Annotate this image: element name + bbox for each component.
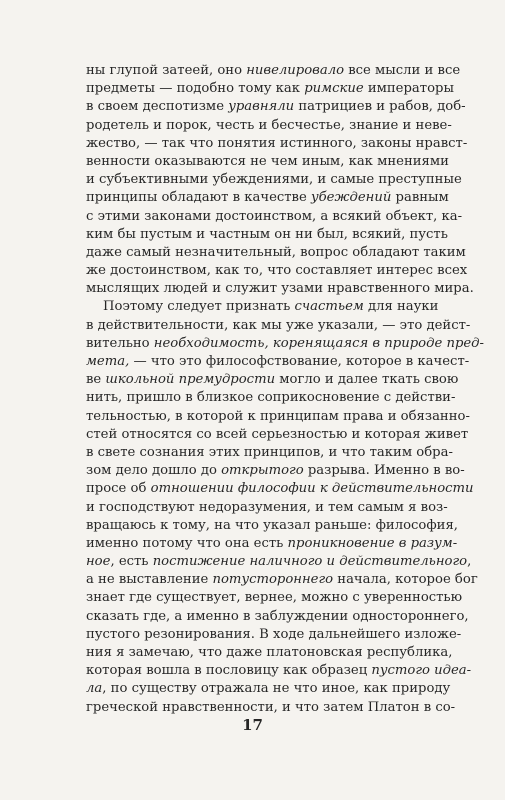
italic-text: проникновение в разум- (287, 535, 458, 551)
text-line (86, 280, 474, 298)
text-run: знает где существует, вернее, можно с уверенностью (86, 590, 463, 606)
text-run: просе об (86, 481, 151, 497)
text-line (86, 535, 458, 553)
italic-text: открытого (221, 463, 304, 479)
text-run: в свете сознания этих принципов, и что таким обра- (86, 444, 453, 460)
text-run: и субъективными убеждениями, и самые преступные (86, 172, 462, 188)
text-line (86, 644, 453, 662)
text-line (86, 208, 463, 226)
text-run: а не выставление (86, 572, 213, 588)
text-line (86, 444, 453, 462)
text-run: которая вошла в пословицу как образец (86, 663, 372, 679)
text-run: ким бы пустым и частным он ни был, всякий, пусть (86, 226, 448, 242)
text-line (86, 389, 456, 407)
italic-text: ное (86, 554, 111, 570)
italic-text: необходимость, коренящаяся в природе пред- (153, 335, 484, 351)
text-run: для науки (363, 299, 439, 315)
text-run: родетель и порок, честь и бесчестье, знание и неве- (86, 117, 452, 133)
text-line (86, 298, 439, 316)
text-run: жество, — так что понятия истинного, законы нравст- (86, 135, 468, 151)
page-number: 17 (242, 716, 263, 734)
text-run: принципы обладают в качестве (86, 190, 311, 206)
italic-text: ла (86, 681, 103, 697)
text-run: даже самый незначительный, вопрос обладают таким (86, 244, 466, 260)
text-run: предметы — подобно тому как (86, 81, 305, 97)
text-line (86, 371, 459, 389)
text-run: и господствуют недоразумения, и тем самым я воз- (86, 499, 448, 515)
text-line (86, 353, 470, 371)
italic-text: убеждений (310, 190, 392, 206)
text-run: ны глупой затеей, оно (86, 63, 247, 78)
text-run: вращаюсь к тому, на что указал раньше: философия, (86, 517, 458, 533)
text-run: — что это философствование, которое в качест- (129, 354, 470, 369)
text-run: ния я замечаю, что даже платоновская республика, (86, 645, 453, 660)
text-line (86, 153, 449, 171)
text-run: с этими законами достоинством, а всякий объект, ка- (86, 208, 463, 224)
text-line (86, 98, 466, 116)
text-line (86, 517, 458, 535)
text-line (86, 462, 465, 480)
text-run: сказать где, а именно в заблуждении одностороннего, (86, 608, 469, 624)
text-run: могло и далее ткать свою (275, 372, 459, 388)
text-line (86, 480, 474, 498)
text-line (86, 189, 449, 207)
text-line (86, 589, 463, 607)
text-run: Поэтому следует признать (103, 299, 295, 315)
text-line (86, 317, 471, 335)
italic-text: потустороннего (212, 572, 334, 588)
italic-text: счастьем (294, 299, 364, 315)
text-run: начала, которое бог (333, 572, 478, 588)
text-run: , по существу отражала не что иное, как природу (102, 681, 451, 697)
text-line (86, 553, 472, 571)
text-line (86, 699, 456, 717)
text-run: разрыва. Именно в во- (303, 463, 465, 479)
text-line (86, 680, 451, 698)
text-run: нить, пришло в близкое соприкосновение с действи- (86, 390, 456, 406)
italic-text: уравняли (228, 99, 295, 115)
text-line (86, 408, 470, 426)
body-text (86, 62, 484, 717)
italic-text: мета, (86, 354, 130, 369)
text-line (86, 62, 461, 80)
text-run: же достоинством, как то, что составляет интерес всех (86, 263, 468, 279)
text-run: в своем деспотизме (86, 99, 229, 115)
text-run: венности оказываются не чем иным, как мнениями (86, 153, 449, 169)
text-line (86, 135, 468, 153)
text-run: патрициев и рабов, доб- (294, 99, 466, 115)
text-run: , есть (110, 554, 153, 570)
text-line (86, 117, 452, 135)
text-run: все мысли и все (344, 63, 461, 78)
text-line (86, 608, 469, 626)
text-run: стей относятся со всей серьезностью и которая живет (86, 426, 469, 442)
text-line (86, 171, 462, 189)
text-run: императоры (363, 81, 454, 97)
text-line (86, 244, 466, 262)
text-line (86, 662, 472, 680)
italic-text: школьной премудрости (105, 372, 276, 388)
text-run: ве (86, 372, 106, 388)
text-run: зом дело дошло до (86, 463, 222, 479)
italic-text: отношении философии к действительности (150, 481, 474, 497)
text-line (86, 262, 468, 280)
italic-text: нивелировало (246, 63, 345, 78)
text-run: греческой нравственности, и что затем Платон в со- (86, 699, 456, 715)
italic-text: римские (304, 81, 364, 97)
text-run: мыслящих людей и служит узами нравственного мира. (86, 281, 474, 297)
text-line (86, 499, 448, 517)
text-line (86, 426, 469, 444)
text-run: пустого резонирования. В ходе дальнейшего изложе- (86, 626, 462, 642)
text-run: равным (391, 190, 449, 206)
text-line (86, 626, 462, 644)
text-line (86, 80, 454, 98)
text-run: тельностью, в которой к принципам права и обязанно- (86, 408, 470, 424)
text-line (86, 571, 478, 589)
text-run: именно потому что она есть (86, 535, 288, 551)
text-line (86, 226, 448, 244)
text-line (86, 335, 484, 353)
text-run: вительно (86, 335, 154, 351)
text-run: , (467, 554, 472, 570)
text-run: в действительности, как мы уже указали, — это дейст- (86, 317, 471, 333)
italic-text: постижение наличного и действительного (152, 554, 468, 570)
italic-text: пустого идеа- (371, 663, 472, 679)
